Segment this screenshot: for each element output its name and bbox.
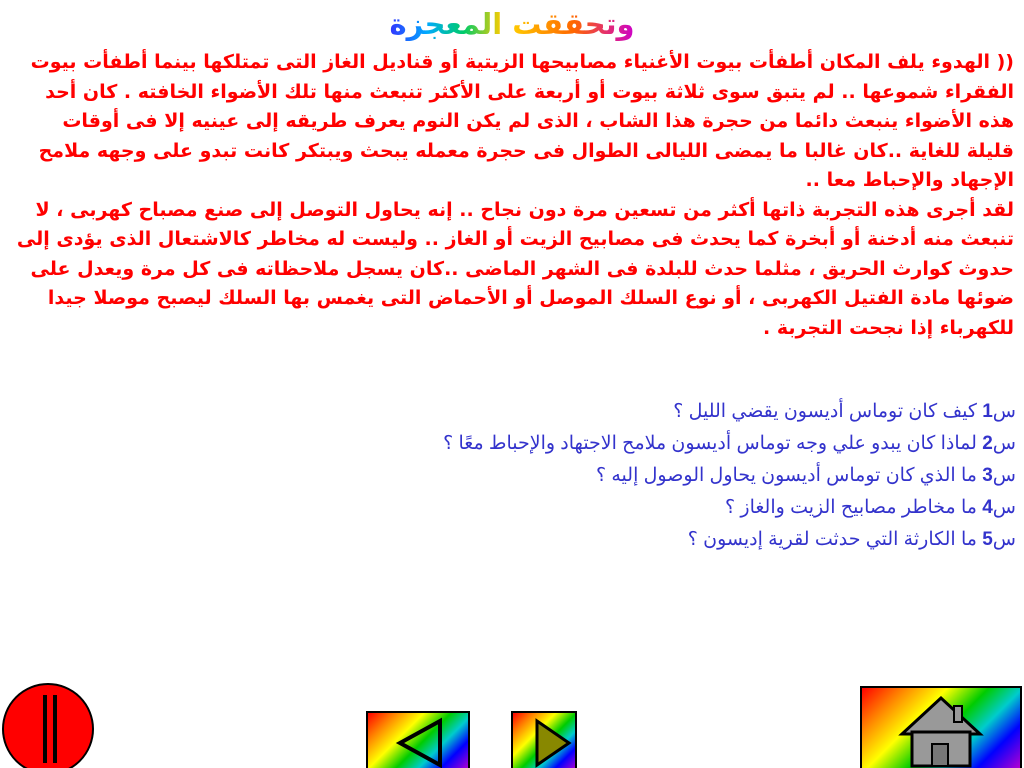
home-button[interactable] <box>860 686 1022 768</box>
question-prefix: س <box>992 465 1016 486</box>
story-passage <box>10 48 1014 343</box>
question-item <box>200 396 1016 428</box>
triangle-right-icon <box>513 713 575 768</box>
question-text: كيف كان توماس أديسون يقضي الليل ؟ <box>673 401 977 422</box>
question-prefix: س <box>992 497 1016 518</box>
title-word-1: وتحققت <box>512 7 635 41</box>
triangle-left-icon <box>368 713 468 768</box>
question-text: لماذا كان يبدو علي وجه توماس أديسون ملامح الاجتهاد والإحباط معًا ؟ <box>443 433 977 454</box>
question-item <box>200 492 1016 524</box>
question-prefix: س <box>992 401 1016 422</box>
exit-circle-icon <box>4 685 92 768</box>
question-item <box>200 428 1016 460</box>
passage-paragraph-2: لقد أجرى هذه التجربة ذاتها أكثر من تسعين مرة دون نجاح .. إنه يحاول التوصل إلى صنع مصباح كهربى ، لا تنبعث منه أدخنة أو أبخرة كما يحدث فى مصابيح الزيت أو الغاز .. وليست له مخاطر كالاشتعال الذى يؤدى إلى حدوث كوارث الحريق ، مثلما حدث للبلدة فى الشهر الماضى ..كان يسجل ملاحظاته فى كل مرة ويعدل على ضوئها مادة الفتيل الكهربى ، أو نوع السلك الموصل أو الأحماض التى يغمس بها السلك ليصبح موصلا جيدا للكهرباء إذا نجحت التجربة . <box>16 198 1014 339</box>
question-text: ما الذي كان توماس أديسون يحاول الوصول إليه ؟ <box>596 465 977 486</box>
question-number: 5 <box>982 529 993 550</box>
title-word-2: المعجزة <box>389 7 503 41</box>
question-number: 4 <box>982 497 993 518</box>
question-item <box>200 460 1016 492</box>
question-number: 3 <box>982 465 993 486</box>
questions-list <box>200 396 1016 556</box>
exit-button[interactable] <box>2 683 94 768</box>
house-icon <box>862 688 1020 768</box>
previous-button[interactable] <box>366 711 470 768</box>
question-number: 1 <box>982 401 993 422</box>
question-item <box>200 524 1016 556</box>
question-text: ما مخاطر مصابيح الزيت والغاز ؟ <box>725 497 977 518</box>
question-prefix: س <box>992 529 1016 550</box>
passage-paragraph-1: (( الهدوء يلف المكان أطفأت بيوت الأغنياء مصابيحها الزيتية أو قناديل الغاز التى تمتلكها بينما أطفأت بيوت الفقراء شموعها .. لم يتبق سوى ثلاثة بيوت أو أربعة على الأكثر تنبعث منها تلك الأضواء الخافته . كان أحد هذه الأضواء ينبعث دائما من حجرة هذا الشاب ، الذى لم يكن النوم يعرف طريقه إلى عينيه إلا فى أوقات قليلة للغاية ..كان غالبا ما يمضى الليالى الطوال فى حجرة معمله يبحث ويبتكر كانت تبدو على وجهه ملامح الإجهاد والإحباط معا .. <box>30 51 1014 191</box>
question-text: ما الكارثة التي حدثت لقرية إديسون ؟ <box>687 529 977 550</box>
question-prefix: س <box>992 433 1016 454</box>
page-title <box>0 6 1024 42</box>
question-number: 2 <box>982 433 993 454</box>
next-button[interactable] <box>511 711 577 768</box>
